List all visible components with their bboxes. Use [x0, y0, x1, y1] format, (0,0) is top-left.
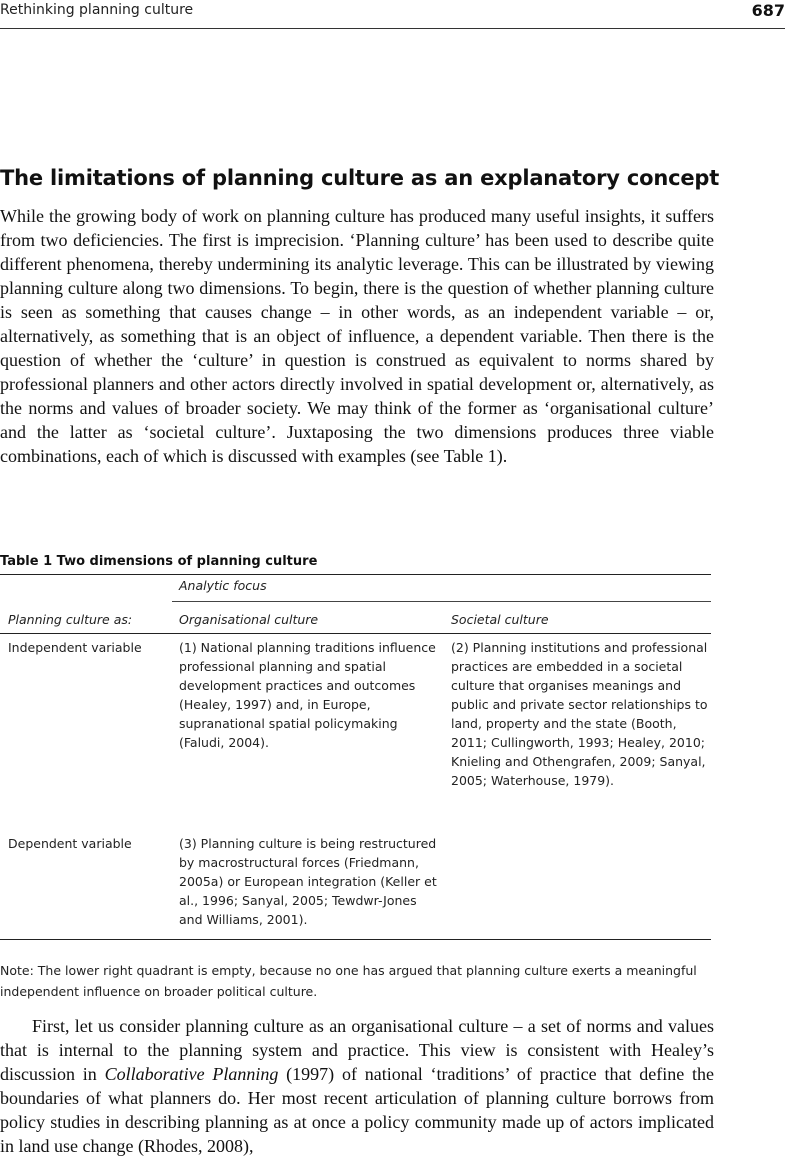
column-header-societal: Societal culture	[451, 612, 549, 627]
running-title: Rethinking planning culture	[0, 2, 194, 18]
cell-independent-societal: (2) Planning institutions and professional practices are embedded in a societal culture that organises meanings and public and private sector relationships to land, property and the state (Booth, 2011; Cullingworth, 1993; Healey, 2010; Knieling and Othengrafen, 2009; Sanyal, 2005; Waterhouse, 1979).	[451, 640, 708, 788]
body-paragraph-1: While the growing body of work on planning culture has produced many useful insights, it suffers from two deficiencies. The first is imprecision. ‘Planning culture’ has been used to describe quite different phenomena, thereby undermining its analytic leverage. This can be illustrated by viewing planning culture along two dimensions. To begin, there is the question of whether planning culture is seen as something that causes change – in other words, as an independent variable – or, alternatively, as something that is an object of influence, a dependent variable. Then there is the question of whether the ‘culture’ in question is construed as equivalent to norms shared by professional planners and other actors directly involved in spatial development or, alternatively, as the norms and values of broader society. We may think of the former as ‘organisational culture’ and the latter as ‘societal culture’. Juxtaposing the two dimensions produces three viable combinations, each of which is discussed with examples (see Table 1).	[0, 206, 714, 466]
body-paragraph-2	[0, 1014, 714, 1158]
section-heading: The limitations of planning culture as an explanatory concept	[0, 166, 720, 190]
cell-independent-organisational: (1) National planning traditions influence professional planning and spatial development practices and outcomes (Healey, 1997) and, in Europe, supranational spatial policymaking (Faludi, 2004).	[179, 640, 436, 750]
table-bottom-rule	[0, 939, 711, 940]
table-top-rule	[0, 574, 711, 575]
header-rule	[0, 633, 711, 634]
paragraph2-end: (1997) of national ‘traditions’ of practice that define the boundaries of what planners do. Her most recent articulation of planning culture borrows from policy studies in describing planning as at once a policy community made up of actors implicated in land use change (Rhodes, 2008),	[0, 1064, 714, 1156]
row-label-dependent: Dependent variable	[8, 836, 132, 851]
planning-culture-table	[0, 574, 711, 940]
table-title: Table 1 Two dimensions of planning culture	[0, 554, 318, 569]
column-header-organisational: Organisational culture	[179, 612, 319, 627]
cell-dependent-organisational: (3) Planning culture is being restructured by macrostructural forces (Friedmann, 2005a) or European integration (Keller et al., 1996; Sanyal, 2005; Tewdwr-Jones and Williams, 2001).	[179, 836, 437, 927]
paragraph2-start: First, let us consider planning culture as an organisational culture – a set of norms and values that is internal to the planning system and practice. This view is consistent with Healey’s discussion in	[0, 1016, 714, 1084]
book-title: Collaborative Planning	[104, 1064, 279, 1084]
running-header	[0, 0, 785, 29]
page-number: 687	[751, 1, 785, 20]
focus-subrule	[172, 601, 711, 602]
row-label-independent: Independent variable	[8, 640, 142, 655]
table-note: Note: The lower right quadrant is empty, because no one has argued that planning culture exerts a meaningful independent influence on broader political culture.	[0, 963, 697, 999]
analytic-focus-label: Analytic focus	[179, 578, 267, 593]
row-header-label: Planning culture as:	[8, 612, 133, 627]
